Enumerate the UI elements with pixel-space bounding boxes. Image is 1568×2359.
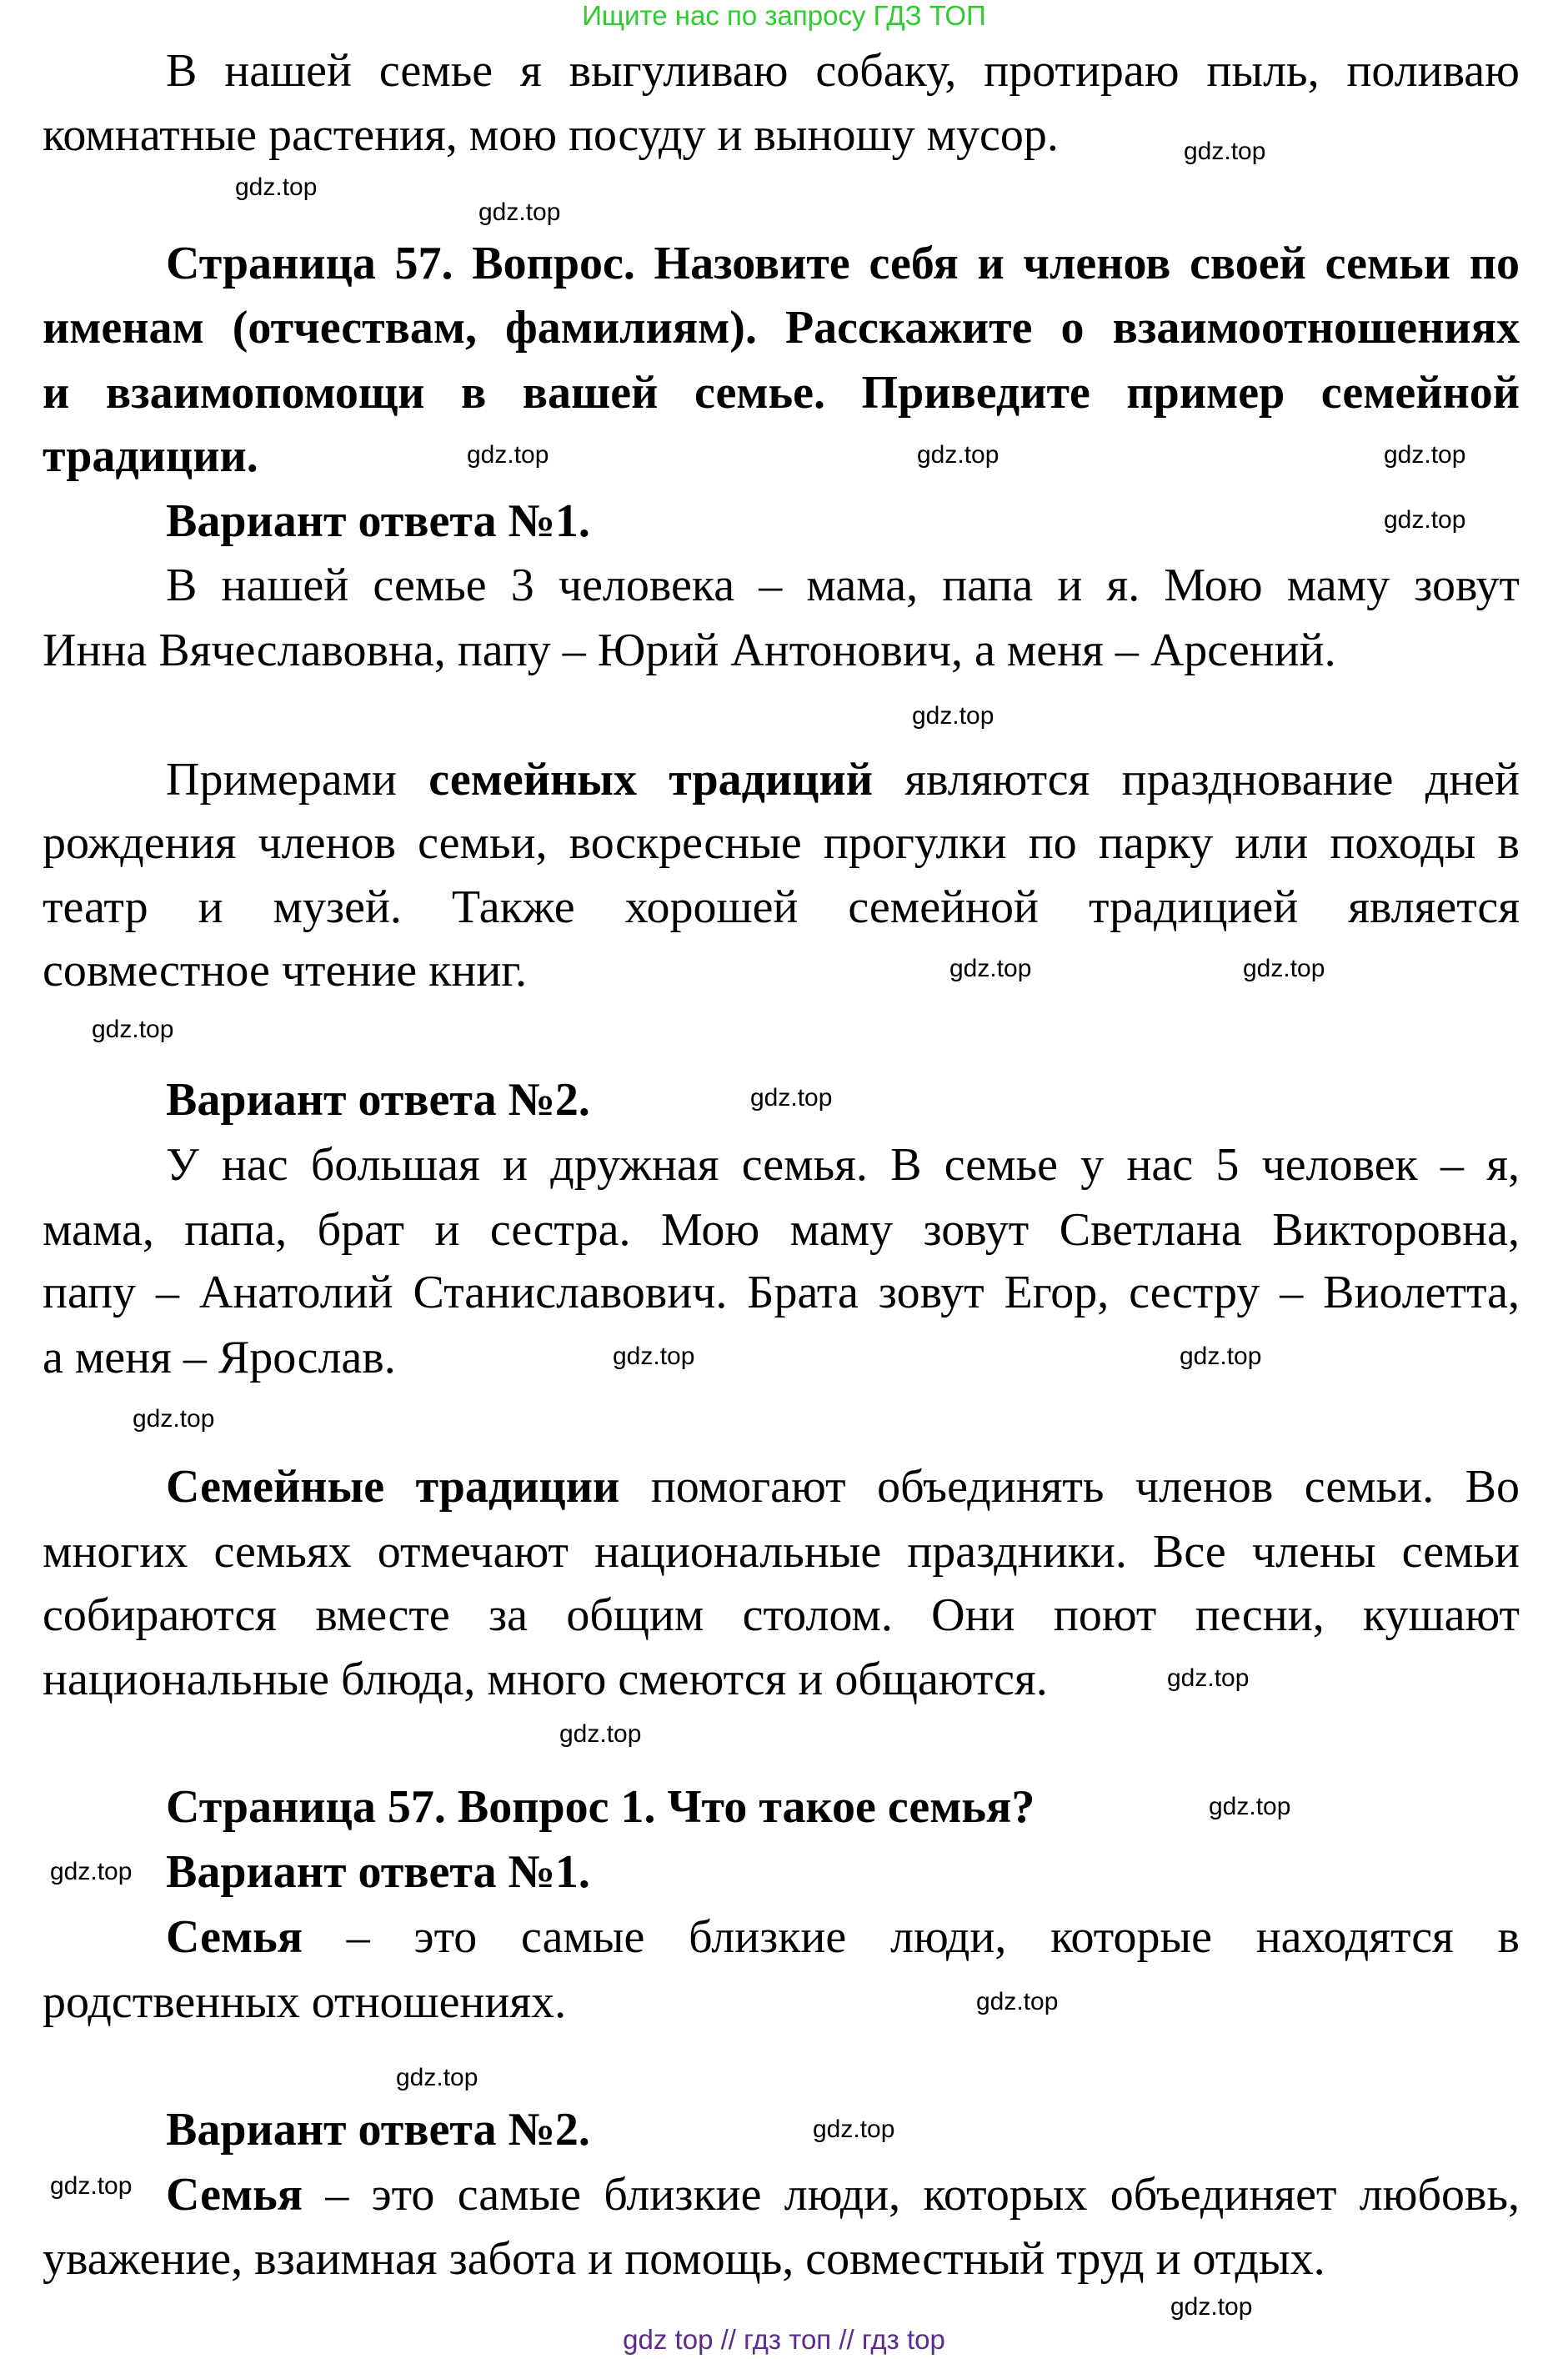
text-line xyxy=(43,813,1520,873)
bold-text: Семейные традиции xyxy=(166,1461,620,1513)
text: а меня – Ярослав. xyxy=(43,1332,396,1383)
text-line xyxy=(166,491,590,551)
text-line xyxy=(166,1070,590,1130)
watermark-text: gdz.top xyxy=(396,2064,478,2091)
watermark-text: gdz.top xyxy=(478,198,561,226)
watermark-text: gdz.top xyxy=(917,441,999,469)
text-line xyxy=(166,555,1520,615)
bold-text: именам (отчествам, фамилиям). Расскажите о взаимоотношениях xyxy=(43,302,1520,354)
bold-text: Семья xyxy=(166,1911,303,1963)
text-line xyxy=(43,620,1336,680)
text-line xyxy=(43,2229,1325,2289)
text: мама, папа, брат и сестра. Мою маму зовут Светлана Викторовна, xyxy=(43,1204,1520,1256)
bold-text: традиции. xyxy=(43,430,258,482)
bold-text: Вариант ответа №1. xyxy=(166,495,590,547)
text: рождения членов семьи, воскресные прогулки по парку или походы в xyxy=(43,817,1520,869)
watermark-text: gdz.top xyxy=(467,441,549,469)
bold-text: Страница 57. Вопрос 1. Что такое семья? xyxy=(166,1781,1035,1833)
text-line xyxy=(43,426,258,486)
watermark-text: gdz.top xyxy=(976,1988,1059,2015)
text-line xyxy=(43,1522,1520,1582)
text: Инна Вячеславовна, папу – Юрий Антонович, а меня – Арсений. xyxy=(43,625,1336,676)
watermark-text: gdz.top xyxy=(949,955,1032,982)
text: совместное чтение книг. xyxy=(43,945,527,996)
bold-text: и взаимопомощи в вашей семье. Приведите пример семейной xyxy=(43,367,1520,419)
watermark-text: gdz.top xyxy=(1384,441,1466,469)
watermark-text: gdz.top xyxy=(813,2116,895,2143)
text: уважение, взаимная забота и помощь, совместный труд и отдых. xyxy=(43,2233,1325,2285)
text-line xyxy=(43,363,1520,423)
watermark-text: gdz.top xyxy=(1170,2293,1253,2321)
text-line xyxy=(43,1262,1520,1323)
text-line xyxy=(166,750,1520,810)
text-line xyxy=(166,2100,590,2160)
text: родственных отношениях. xyxy=(43,1976,567,2028)
bold-text: Вариант ответа №2. xyxy=(166,2104,590,2156)
bold-text: Вариант ответа №2. xyxy=(166,1074,590,1126)
watermark-text: gdz.top xyxy=(1209,1793,1291,1820)
text-line xyxy=(166,1777,1034,1837)
text: помогают объединять членов семьи. Во xyxy=(619,1461,1520,1513)
text: папу – Анатолий Станиславович. Брата зовут Егор, сестру – Виолетта, xyxy=(43,1267,1520,1318)
watermark-text: gdz.top xyxy=(1180,1343,1262,1370)
bold-text: Семья xyxy=(166,2169,303,2221)
text-line xyxy=(166,1457,1520,1517)
text-line xyxy=(166,233,1520,294)
watermark-text: gdz.top xyxy=(1167,1664,1250,1692)
text: собираются вместе за общим столом. Они поют песни, кушают xyxy=(43,1589,1520,1641)
text-line xyxy=(43,941,527,1001)
text: театр и музей. Также хорошей семейной традицией является xyxy=(43,881,1520,933)
text-line xyxy=(43,1585,1520,1645)
text: многих семьях отмечают национальные праздники. Все члены семьи xyxy=(43,1526,1520,1578)
text: являются празднование дней xyxy=(873,754,1520,806)
text-line xyxy=(166,1135,1520,1195)
text: – это самые близкие люди, которые находятся в xyxy=(303,1911,1520,1963)
bold-text: Вариант ответа №1. xyxy=(166,1846,590,1898)
watermark-text: gdz.top xyxy=(1243,955,1325,982)
text: комнатные растения, мою посуду и выношу мусор. xyxy=(43,109,1059,161)
text-line xyxy=(166,41,1520,101)
watermark-text: gdz.top xyxy=(1184,138,1266,165)
watermark-text: gdz.top xyxy=(1384,506,1466,534)
text-line xyxy=(43,877,1520,937)
text-line xyxy=(43,1972,566,2032)
watermark-text: gdz.top xyxy=(50,2172,133,2200)
text-line xyxy=(166,1907,1520,1967)
text-line xyxy=(166,1842,590,1902)
text: У нас большая и дружная семья. В семье у нас 5 человек – я, xyxy=(166,1139,1520,1191)
watermark-text: gdz.top xyxy=(92,1016,174,1043)
text-line xyxy=(43,298,1520,358)
text: национальные блюда, много смеются и общаются. xyxy=(43,1654,1048,1705)
text-line xyxy=(43,1649,1048,1709)
text-line xyxy=(43,1328,396,1388)
watermark-text: gdz.top xyxy=(750,1084,833,1112)
watermark-text: gdz.top xyxy=(613,1343,695,1370)
text-line xyxy=(166,2165,1520,2225)
search-hint-banner[interactable]: Ищите нас по запросу ГДЗ ТОП xyxy=(582,0,986,31)
watermark-text: gdz.top xyxy=(559,1720,642,1748)
watermark-text: gdz.top xyxy=(235,173,318,201)
footer-links[interactable]: gdz top // гдз топ // гдз top xyxy=(623,2324,945,2355)
watermark-text: gdz.top xyxy=(912,702,994,730)
text: – это самые близкие люди, которых объединяет любовь, xyxy=(303,2169,1520,2221)
text: Примерами xyxy=(166,754,429,806)
bold-text: семейных традиций xyxy=(428,754,873,806)
text-line xyxy=(43,1200,1520,1260)
text: В нашей семье я выгуливаю собаку, протираю пыль, поливаю xyxy=(166,45,1520,97)
text-line xyxy=(43,105,1059,165)
watermark-text: gdz.top xyxy=(50,1858,133,1885)
text: В нашей семье 3 человека – мама, папа и я. Мою маму зовут xyxy=(166,560,1520,611)
bold-text: Страница 57. Вопрос. Назовите себя и членов своей семьи по xyxy=(166,238,1520,289)
watermark-text: gdz.top xyxy=(133,1405,215,1433)
